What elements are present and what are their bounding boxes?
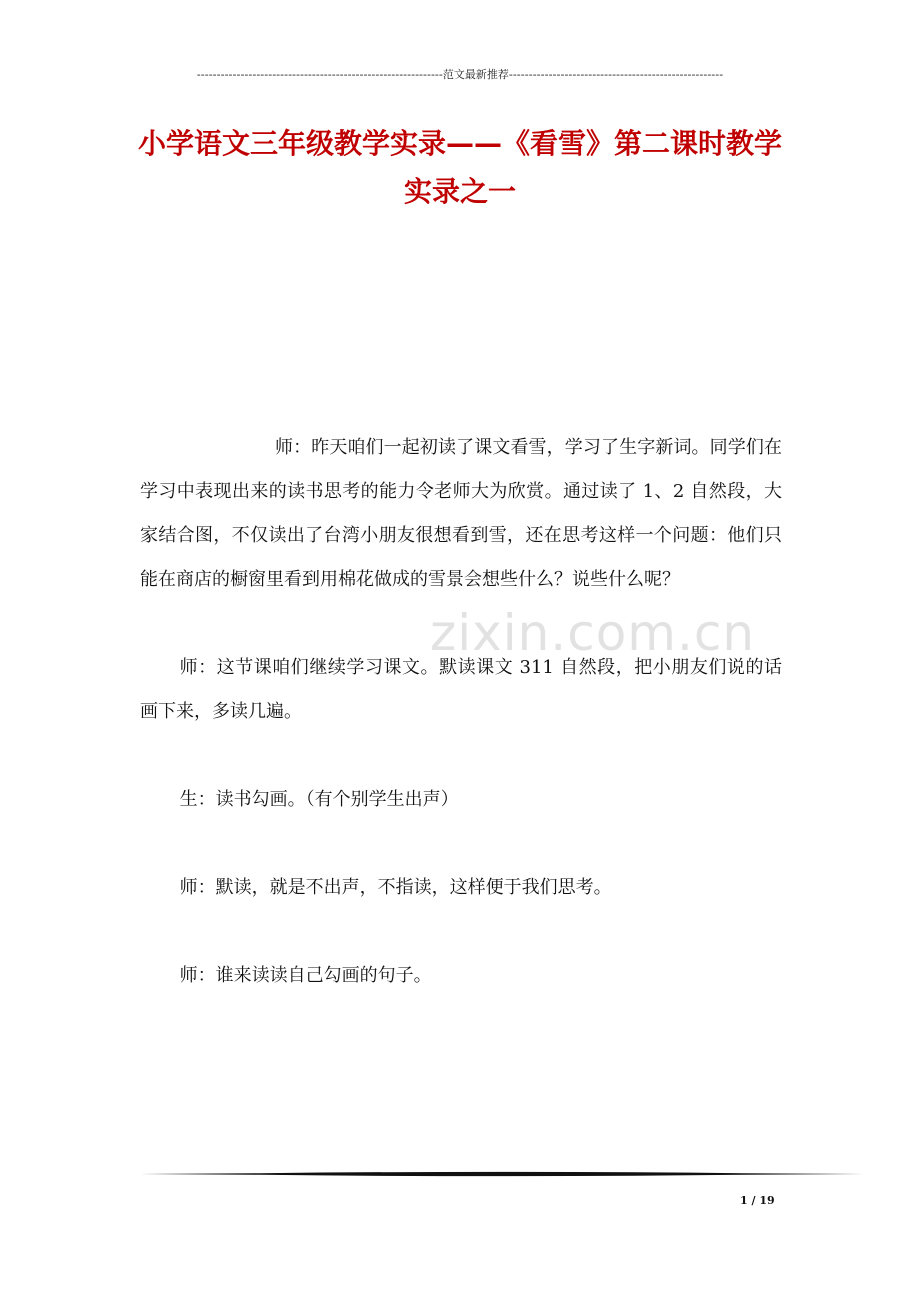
paragraph-3: 生：读书勾画。（有个别学生出声） [179,789,459,810]
title-line-2: 实录之一 [403,175,516,208]
title-line-1: 小学语文三年级教学实录——《看雪》第二课时教学 [137,127,782,160]
document-body [140,426,782,1042]
footer-rule [140,1170,864,1178]
page-header: --------------------------------------------------------------范文最新推荐------------------------------------------------------ [196,68,724,81]
paragraph-4: 师：默读，就是不出声，不指读，这样便于我们思考。 [179,877,612,898]
paragraph-2: 师：这节课咱们继续学习课文。默读课文 311 自然段，把小朋友们说的话画下来，多读几遍。 [140,657,782,722]
paragraph-5: 师：谁来读读自己勾画的句子。 [179,965,432,986]
paragraph-1: 师：昨天咱们一起初读了课文看雪，学习了生字新词。同学们在学习中表现出来的读书思考的能力令老师大为欣赏。通过读了 1、2 自然段，大家结合图，不仅读出了台湾小朋友很想看到雪，还在思考这样一个问题：他们只能在商店的橱窗里看到用棉花做成的雪景会想些什么？说些什么呢？ [140,437,782,590]
page-number: 1 / 19 [740,1194,775,1207]
watermark: zixin.com.cn [430,604,756,662]
document-title [130,120,790,216]
